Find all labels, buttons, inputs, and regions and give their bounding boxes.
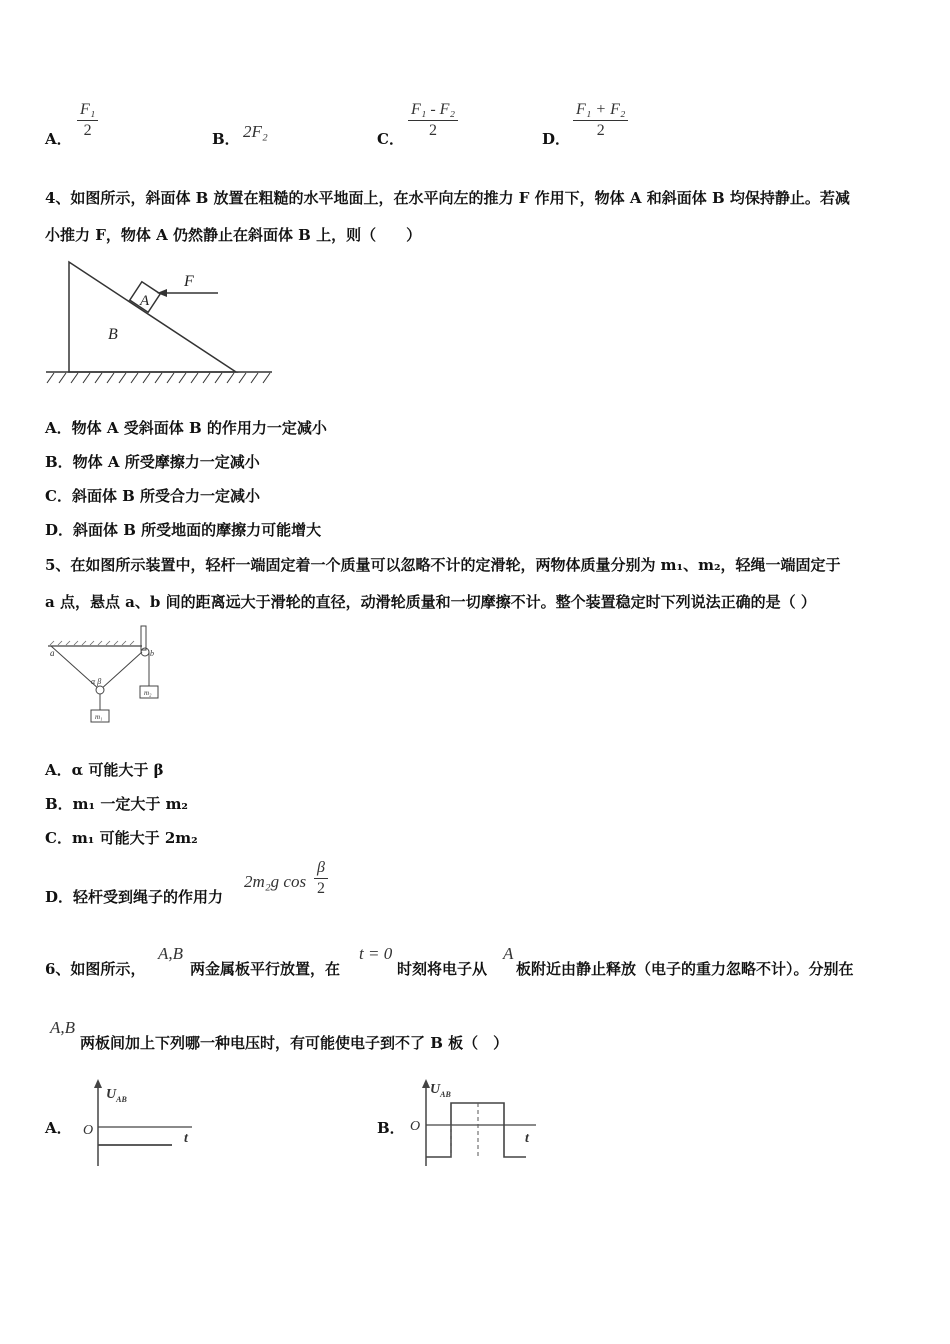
q3-c-denominator: 2	[429, 122, 437, 139]
q6-option-a-label: A．	[45, 1119, 72, 1137]
q4-incline-figure	[44, 255, 276, 390]
graph-a-y-label: $U_{AB}$	[106, 1087, 127, 1104]
q6-stem-tail1: 板附近由静止释放（电子的重力忽略不计）。分别在	[516, 960, 854, 978]
q5-option-d-expr: 2m₂g cos	[244, 872, 307, 891]
q6-t0-symbol: t = 0	[359, 944, 393, 963]
q6-a-symbol: A	[503, 944, 514, 963]
graph-b-x-label: t	[525, 1131, 529, 1146]
q4-option-c: C．斜面体 B 所受合力一定减小	[45, 487, 261, 505]
q6-stem-mid1: 两金属板平行放置，在	[190, 960, 341, 978]
q6-graph-a	[80, 1076, 200, 1168]
q6-ab-symbol: A,B	[158, 944, 184, 963]
q3-option-b-formula: 2F₂	[243, 122, 268, 141]
q3-c-numerator: F₁ - F₂	[408, 100, 458, 121]
q5-option-d-fraction	[314, 858, 328, 899]
graph-b-y-arrow	[422, 1079, 430, 1088]
force-f-label: F	[184, 273, 194, 290]
q5-option-d-text: D．轻杆受到绳子的作用力	[45, 888, 224, 906]
graph-b-voltage-wave	[426, 1103, 526, 1157]
q3-option-c-formula	[408, 100, 458, 141]
q3-option-a-formula	[77, 100, 98, 141]
q5-d-numerator: β	[314, 858, 328, 879]
graph-b-origin: O	[410, 1119, 421, 1134]
q4-stem-line2: 小推力 F，物体 A 仍然静止在斜面体 B 上，则（ ）	[45, 226, 422, 244]
rope-right	[100, 652, 142, 690]
q3-option-b-label: B．	[212, 130, 240, 148]
q6-stem-mid2: 时刻将电子从	[397, 960, 488, 978]
moving-pulley	[96, 686, 104, 694]
graph-a-origin: O	[83, 1123, 94, 1138]
q5-option-c: C．m₁ 可能大于 2m₂	[45, 829, 198, 847]
q5-option-b: B．m₁ 一定大于 m₂	[45, 795, 189, 813]
graph-a-x-label: t	[184, 1131, 188, 1146]
ceiling-hatching	[50, 641, 134, 645]
q5-stem-line1: 5、在如图所示装置中，轻杆一端固定着一个质量可以忽略不计的定滑轮，两物体质量分别为 m₁、m₂，轻绳一端固定于	[45, 556, 841, 574]
q3-a-numerator: F₁	[77, 100, 98, 121]
q4-option-b: B．物体 A 所受摩擦力一定减小	[45, 453, 260, 471]
point-a-label: a	[50, 648, 55, 658]
angle-labels: α β	[91, 677, 102, 686]
point-b-label: b	[150, 649, 154, 658]
q3-d-numerator: F₁ + F₂	[573, 100, 628, 121]
incline-b-label: B	[108, 326, 118, 343]
q5-stem-line2: a 点，悬点 a、b 间的距离远大于滑轮的直径，动滑轮质量和一切摩擦不计。整个装置稳定时下列说法正确的是（ ）	[45, 593, 816, 611]
q6-stem-line2: 两板间加上下列哪一种电压时，有可能使电子到不了 B 板（ ）	[80, 1034, 509, 1052]
q6-ab-symbol-2: A,B	[50, 1018, 76, 1037]
fixed-pulley	[141, 648, 149, 656]
ground-hatching	[47, 373, 270, 383]
incline-b	[69, 262, 236, 372]
q4-option-d: D．斜面体 B 所受地面的摩擦力可能增大	[45, 521, 322, 539]
q6-option-b-label: B．	[377, 1119, 405, 1137]
mass-m2-label: m₂	[144, 689, 152, 697]
q3-option-d-formula	[573, 100, 628, 141]
q3-a-denominator: 2	[83, 122, 92, 139]
q3-option-d-label: D．	[542, 130, 571, 148]
q5-d-denominator: 2	[316, 880, 325, 897]
q6-graph-b	[408, 1076, 543, 1168]
q5-option-a: A．α 可能大于 β	[45, 761, 164, 779]
q3-d-denominator: 2	[596, 122, 605, 139]
q3-option-c-label: C．	[377, 130, 404, 148]
q3-option-a-label: A．	[45, 130, 72, 148]
graph-a-y-arrow	[94, 1079, 102, 1088]
q6-stem-prefix: 6、如图所示，	[45, 960, 146, 978]
mass-m1-label: m₁	[95, 713, 103, 721]
q4-stem-line1: 4、如图所示，斜面体 B 放置在粗糙的水平地面上，在水平向左的推力 F 作用下，物体 A 和斜面体 B 均保持静止。若减	[45, 189, 850, 207]
graph-b-y-label: $U_{AB}$	[430, 1082, 451, 1099]
block-a-label: A	[140, 293, 150, 309]
q5-pulley-figure	[44, 624, 174, 728]
q4-option-a: A．物体 A 受斜面体 B 的作用力一定减小	[45, 419, 327, 437]
